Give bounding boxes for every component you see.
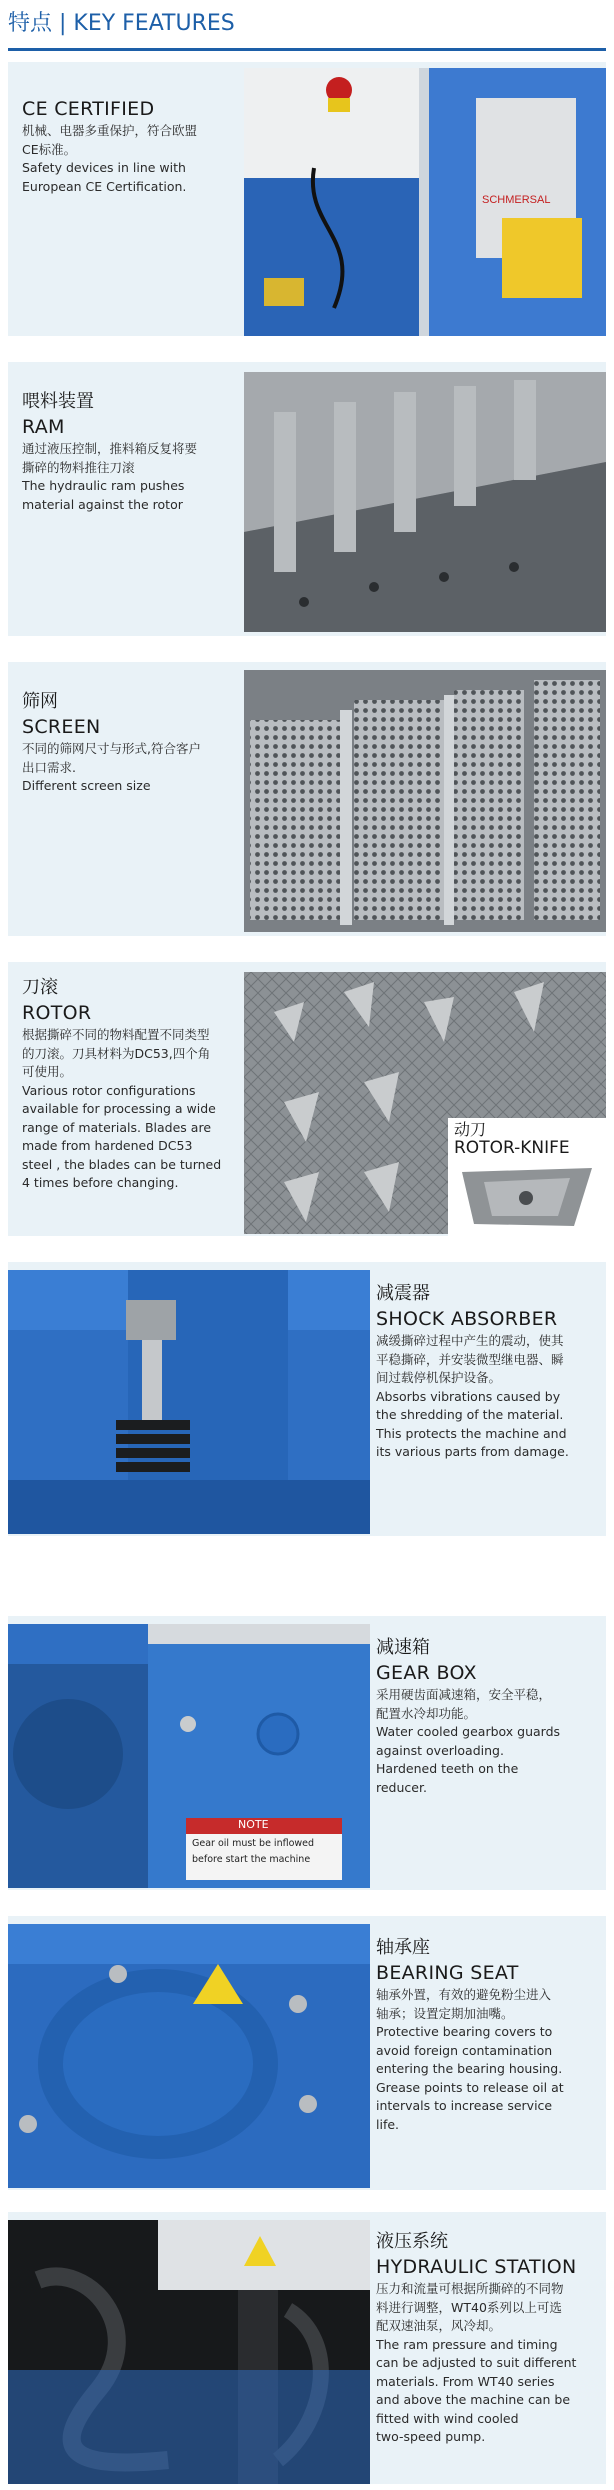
feature-shock-absorber-title: SHOCK ABSORBER [376, 1308, 558, 1330]
feature-ram-zh: 喂料装置 [22, 391, 94, 412]
feature-screen-body-2: 出口需求. [22, 759, 76, 775]
feature-hydraulic-station-body-1: 压力和流量可根据所撕碎的不同物 [376, 2281, 564, 2296]
feature-rotor-body-7: made from hardened DC53 [22, 1138, 193, 1153]
feature-ram-body-3: The hydraulic ram pushes [22, 478, 185, 493]
feature-shock-absorber-body-2: 平稳撕碎，并安装微型继电器、瞬 [376, 1351, 564, 1367]
screen-photo [244, 670, 606, 932]
ce-photo [244, 68, 606, 336]
ram-photo [244, 372, 606, 632]
feature-shock-absorber-body-1: 减缓撕碎过程中产生的震动，使其 [376, 1333, 564, 1348]
feature-hydraulic-station-body-8: fitted with wind cooled [376, 2410, 519, 2426]
feature-ce-body-1: 机械、电器多重保护，符合欧盟 [22, 123, 198, 138]
feature-gear-box-title: GEAR BOX [376, 1662, 477, 1684]
feature-ram [8, 362, 606, 636]
feature-screen-body-1: 不同的筛网尺寸与形式,符合客户 [22, 741, 201, 756]
feature-ram-body-2: 撕碎的物料推往刀滚 [22, 459, 135, 475]
feature-gear-box-body-1: 采用硬齿面减速箱，安全平稳， [376, 1687, 552, 1702]
feature-bearing-seat-title: BEARING SEAT [376, 1962, 519, 1984]
feature-shock-absorber-body-5: the shredding of the material. [376, 1407, 564, 1422]
feature-screen-zh: 筛网 [22, 691, 58, 712]
feature-rotor-body-2: 的刀滚。刀具材料为DC53,四个角 [22, 1045, 211, 1061]
page-header [8, 4, 606, 44]
rotor-knife-inset [448, 1118, 606, 1236]
feature-gear-box-body-5: Hardened teeth on the [376, 1761, 519, 1776]
feature-bearing-seat-body-6: Grease points to release oil at [376, 2079, 564, 2095]
feature-shock-absorber-body-3: 间过载停机保护设备。 [376, 1370, 502, 1385]
feature-ram-title: RAM [22, 416, 65, 438]
feature-ce-body-3: Safety devices in line with [22, 160, 186, 175]
header-divider [8, 48, 606, 51]
feature-rotor-body-1: 根据撕碎不同的物料配置不同类型 [22, 1027, 210, 1042]
page-title: 特点 | KEY FEATURES [8, 11, 235, 36]
feature-gear-box-body-2: 配置水冷却功能。 [376, 1705, 477, 1721]
feature-hydraulic-station-body-2: 料进行调整，WT40系列以上可选 [376, 2299, 562, 2315]
feature-ce-title: CE CERTIFIED [22, 98, 155, 120]
feature-shock-absorber-body-4: Absorbs vibrations caused by [376, 1388, 561, 1404]
feature-gear-box-body-6: reducer. [376, 1779, 427, 1795]
feature-rotor-body-6: range of materials. Blades are [22, 1119, 212, 1135]
feature-hydraulic-station-body-5: can be adjusted to suit different [376, 2355, 577, 2370]
feature-ce-body-4: European CE Certification. [22, 178, 187, 194]
feature-hydraulic-station-body-7: and above the machine can be [376, 2392, 571, 2407]
feature-hydraulic-station-title: HYDRAULIC STATION [376, 2256, 577, 2278]
feature-bearing-seat-body-2: 轴承；设置定期加油嘴。 [376, 2005, 514, 2021]
feature-rotor-body-8: steel , the blades can be turned [22, 1156, 222, 1172]
feature-hydraulic-station [8, 2212, 606, 2484]
feature-ram-body-1: 通过液压控制，推料箱反复将要 [22, 441, 198, 456]
schmersal-label: SCHMERSAL [482, 194, 551, 206]
feature-rotor-body-9: 4 times before changing. [22, 1175, 179, 1190]
feature-hydraulic-station-body-9: two-speed pump. [376, 2429, 486, 2444]
feature-ce [8, 62, 606, 336]
feature-bearing-seat-body-4: avoid foreign contamination [376, 2042, 553, 2058]
rotor-knife-zh: 动刀 [454, 1120, 487, 1139]
gear-box-note-title: NOTE [238, 1818, 269, 1831]
feature-bearing-seat-body-3: Protective bearing covers to [376, 2024, 553, 2039]
feature-bearing-seat-zh: 轴承座 [376, 1937, 430, 1958]
feature-screen-body-3: Different screen size [22, 778, 151, 793]
feature-rotor-body-5: available for processing a wide [22, 1101, 216, 1116]
feature-gear-box-body-4: against overloading. [376, 1742, 504, 1758]
feature-hydraulic-station-body-4: The ram pressure and timing [376, 2336, 558, 2352]
hydraulic-station-photo [8, 2220, 370, 2484]
feature-ram-body-4: material against the rotor [22, 496, 183, 512]
feature-gear-box-body-3: Water cooled gearbox guards [376, 1724, 561, 1739]
feature-hydraulic-station-body-6: materials. From WT40 series [376, 2373, 555, 2389]
feature-shock-absorber-body-7: its various parts from damage. [376, 1444, 569, 1459]
feature-bearing-seat-body-5: entering the bearing housing. [376, 2061, 563, 2076]
gear-box-note-line-1: Gear oil must be inflowed [192, 1838, 315, 1849]
feature-bearing-seat-body-7: intervals to increase service [376, 2098, 553, 2113]
feature-rotor-zh: 刀滚 [22, 977, 58, 998]
gear-box-photo [8, 1624, 370, 1888]
feature-shock-absorber [8, 1262, 606, 1536]
feature-screen [8, 662, 606, 936]
feature-bearing-seat [8, 1916, 606, 2190]
shock-absorber-photo [8, 1270, 370, 1534]
rotor-knife-en: ROTOR-KNIFE [454, 1138, 570, 1158]
feature-gear-box [8, 1616, 606, 1890]
feature-rotor-body-4: Various rotor configurations [22, 1082, 196, 1098]
gear-box-note-line-2: before start the machine [192, 1854, 311, 1865]
feature-hydraulic-station-body-3: 配双速油泵，风冷却。 [376, 2318, 502, 2333]
feature-ce-body-2: CE标准。 [22, 141, 77, 157]
feature-shock-absorber-zh: 减震器 [376, 1283, 430, 1304]
feature-shock-absorber-body-6: This protects the machine and [376, 1425, 567, 1441]
feature-screen-title: SCREEN [22, 716, 101, 738]
feature-hydraulic-station-zh: 液压系统 [376, 2231, 448, 2252]
feature-rotor [8, 962, 606, 1236]
feature-bearing-seat-body-8: life. [376, 2116, 400, 2132]
bearing-seat-photo [8, 1924, 370, 2188]
feature-gear-box-zh: 减速箱 [376, 1637, 430, 1658]
feature-rotor-title: ROTOR [22, 1002, 92, 1024]
feature-bearing-seat-body-1: 轴承外置，有效的避免粉尘进入 [376, 1987, 552, 2002]
feature-rotor-body-3: 可使用。 [22, 1064, 73, 1079]
rotor-knife-image [454, 1164, 600, 1230]
